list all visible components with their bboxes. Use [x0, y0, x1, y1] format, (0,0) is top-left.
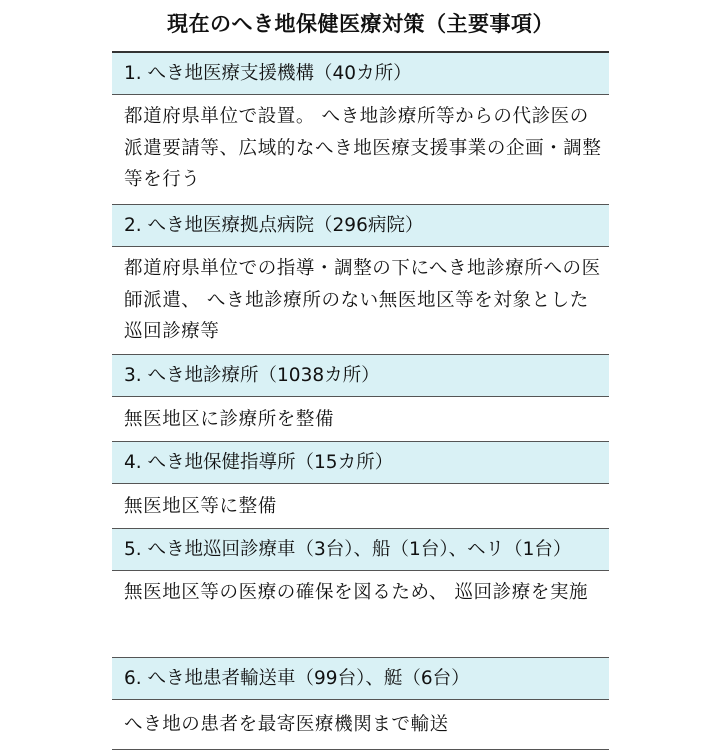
section-heading: 6. へき地患者輸送車（99台）、艇（6台）	[112, 658, 609, 700]
section-heading: 3. へき地診療所（1038カ所）	[112, 355, 609, 397]
section-description: 無医地区に診療所を整備	[112, 397, 609, 442]
document-title: 現在のへき地保健医療対策（主要事項）	[167, 12, 554, 36]
section-description: 都道府県単位で設置。 へき地診療所等からの代診医の派遣要請等、広域的なへき地医療支援事業の企画・調整等を行う	[112, 95, 609, 205]
section-clinics	[112, 355, 609, 442]
section-heading: 2. へき地医療拠点病院（296病院）	[112, 205, 609, 247]
measures-table	[112, 51, 609, 750]
section-mobile-clinics	[112, 529, 609, 658]
section-heading: 5. へき地巡回診療車（3台）、船（1台）、ヘリ（1台）	[112, 529, 609, 571]
section-health-guidance	[112, 442, 609, 529]
section-description: 無医地区等に整備	[112, 484, 609, 529]
section-description: へき地の患者を最寄医療機関まで輸送	[112, 700, 609, 750]
section-heading: 4. へき地保健指導所（15カ所）	[112, 442, 609, 484]
section-support-organization	[112, 53, 609, 205]
section-heading: 1. へき地医療支援機構（40カ所）	[112, 53, 609, 95]
section-patient-transport	[112, 658, 609, 750]
section-description: 都道府県単位での指導・調整の下にへき地診療所への医師派遣、 へき地診療所のない無医地区等を対象とした巡回診療等	[112, 247, 609, 355]
section-base-hospitals	[112, 205, 609, 355]
section-description: 無医地区等の医療の確保を図るため、 巡回診療を実施	[112, 571, 609, 658]
